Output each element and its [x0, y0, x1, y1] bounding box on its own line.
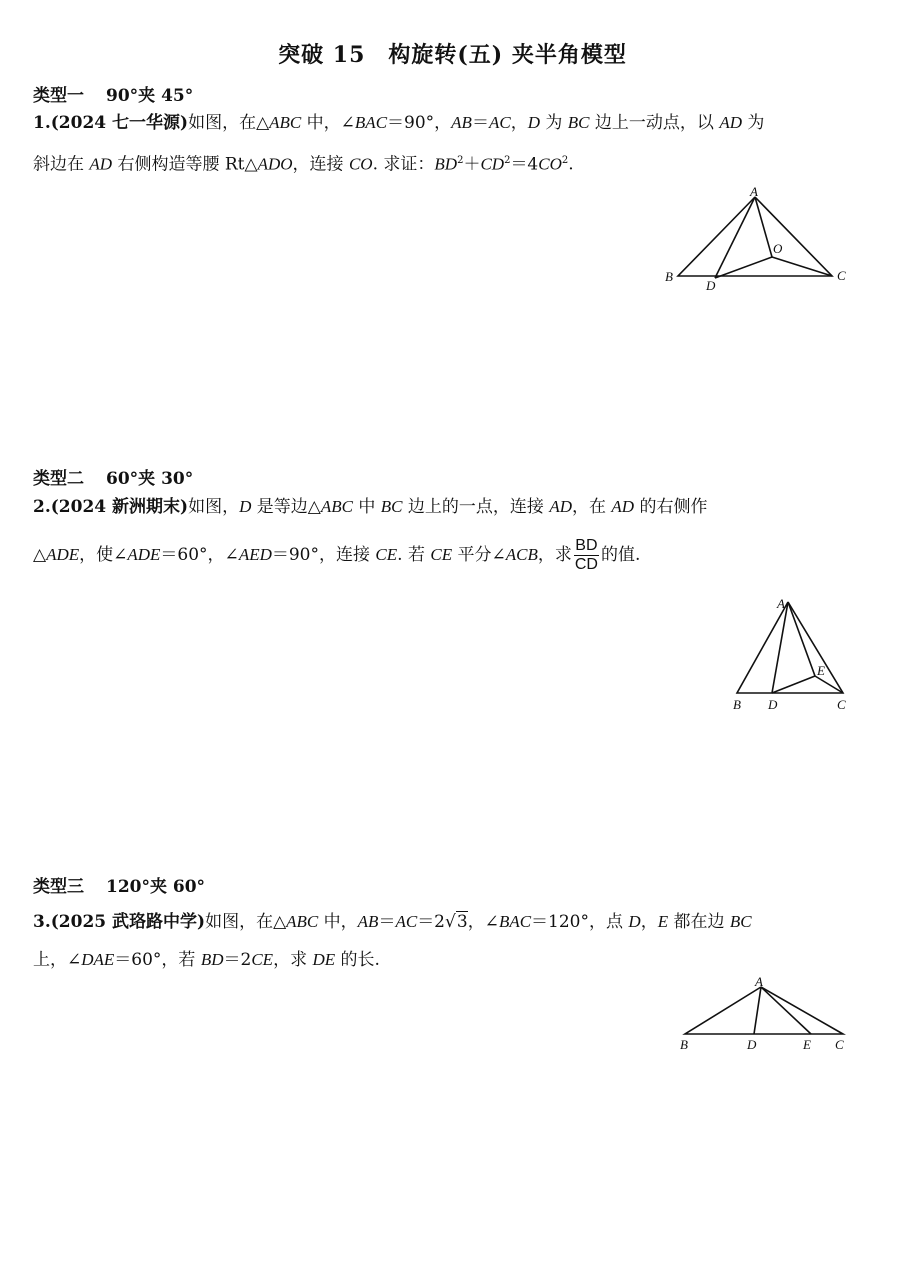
figure-3-diagram [675, 975, 865, 1060]
triangle-abc [737, 602, 843, 693]
problem-line: 斜边在 AD 右侧构造等腰 Rt△ADO，连接 CO. 求证：$BD^2+CD^2=4CO^2$. [33, 154, 574, 175]
problem-number: 2. [33, 497, 51, 517]
problem-source: (2025 武珞路中学) [50, 912, 206, 932]
problem-line: 上，∠DAE＝60°，若 BD＝2CE，求 DE 的长. [33, 950, 380, 970]
point-label-d: D [768, 697, 778, 712]
point-label-b: B [680, 1037, 688, 1052]
figure-1-diagram [660, 185, 860, 295]
problem-line: △ADE，使∠ADE＝60°，∠AED＝90°，连接 CE. 若 CE 平分∠ACB，求 $\frac{BD}{CD}$ 的值. [33, 537, 641, 573]
problem-2 [33, 488, 707, 574]
problem-line: 1.(2024 七一华源)如图，在△ABC 中，∠BAC＝90°，AB＝AC，D 为 BC 边上一动点，以 AD 为 [33, 113, 765, 133]
section-angle-label: 60°夹 30° [106, 469, 194, 489]
problem-line: 2.(2024 新洲期末)如图，D 是等边△ABC 中 BC 边上的一点，连接 AD，在 AD 的右侧作 [33, 497, 708, 517]
page-title: 突破 15 构旋转(五) 夹半角模型 [278, 42, 627, 68]
triangle-abc [678, 197, 832, 276]
triangle-abc [685, 987, 843, 1034]
point-label-e: E [803, 1037, 811, 1052]
point-label-c: C [837, 268, 846, 283]
problem-number: 1. [33, 113, 51, 133]
problem-3 [33, 903, 752, 979]
section-heading-3 [33, 872, 205, 897]
point-label-b: B [733, 697, 741, 712]
figure-2-diagram [725, 590, 865, 720]
fraction-denominator: CD [574, 556, 598, 573]
section-type-label: 类型二 [33, 469, 84, 489]
section-heading-1 [33, 81, 193, 106]
problem-source: (2024 新洲期末) [50, 497, 189, 517]
point-label-a: A [755, 974, 763, 989]
point-label-c: C [835, 1037, 844, 1052]
segment-ec [815, 676, 843, 693]
point-label-e: E [817, 663, 825, 678]
section-angle-label: 90°夹 45° [106, 86, 194, 106]
fraction-bd-over-cd [574, 537, 599, 574]
section-heading-2 [33, 464, 193, 489]
point-label-d: D [706, 278, 716, 293]
section-type-label: 类型三 [33, 877, 84, 897]
problem-number: 3. [33, 912, 51, 932]
segment-de [772, 676, 815, 693]
segment-ad [754, 987, 761, 1034]
problem-1 [33, 104, 764, 184]
problem-line: 3.(2025 武珞路中学)如图，在△ABC 中，AB＝AC＝2√3，∠BAC＝120°，点 D，E 都在边 BC [33, 912, 752, 932]
section-type-label: 类型一 [33, 86, 84, 106]
point-label-c: C [837, 697, 846, 712]
point-label-a: A [750, 184, 758, 199]
point-label-a: A [777, 596, 785, 611]
section-angle-label: 120°夹 60° [106, 877, 206, 897]
point-label-d: D [747, 1037, 757, 1052]
problem-source: (2024 七一华源) [50, 113, 189, 133]
point-label-b: B [665, 269, 673, 284]
fraction-numerator: BD [575, 537, 598, 554]
point-label-o: O [773, 241, 783, 256]
